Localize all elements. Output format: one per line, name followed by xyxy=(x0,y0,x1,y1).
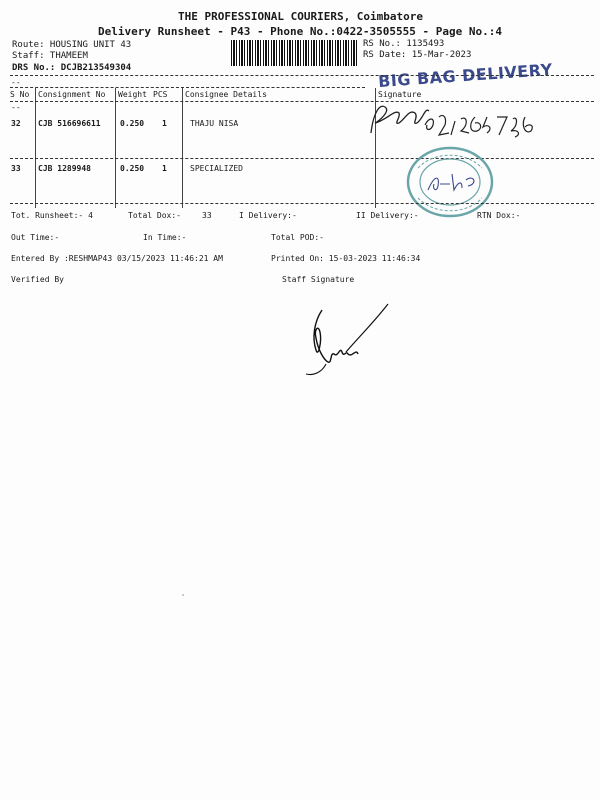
total-pod: Total POD:- xyxy=(271,233,324,242)
total-runsheet: Tot. Runsheet:- 4 xyxy=(11,211,93,220)
in-time: In Time:- xyxy=(143,233,187,242)
col-header-consignment: Consignment No xyxy=(38,90,106,99)
col-header-consignee: Consignee Details xyxy=(185,90,267,99)
divider xyxy=(10,87,365,88)
col-header-pcs: PCS xyxy=(153,90,168,99)
total-dox-label: Total Dox:- xyxy=(128,211,181,220)
runsheet-title: Delivery Runsheet - P43 - Phone No.:0422-3505555 - Page No.:4 xyxy=(98,25,502,38)
col-header-sno: S No xyxy=(10,90,30,99)
entered-by: Entered By :RESHMAP43 03/15/2023 11:46:21 AM xyxy=(11,254,223,263)
row1-handwritten-signature xyxy=(365,95,580,145)
big-bag-delivery-stamp: BIG BAG DELIVERY xyxy=(377,59,554,92)
divider xyxy=(10,75,594,76)
verified-by: Verified By xyxy=(11,275,64,284)
printed-on: Printed On: 15-03-2023 11:46:34 xyxy=(271,254,421,263)
company-seal-stamp xyxy=(404,144,496,220)
rs-number: RS No.: 1135493 xyxy=(363,39,445,49)
row2-weight: 0.250 xyxy=(120,164,145,173)
column-divider xyxy=(115,88,116,208)
col-header-weight: Weight xyxy=(118,90,147,99)
drs-number: DRS No.: DCJB213549304 xyxy=(12,63,132,73)
staff-signature xyxy=(300,302,392,382)
staff-signature-label: Staff Signature xyxy=(282,275,355,284)
col-header-signature: Signature xyxy=(378,90,422,99)
row-dashes: -- xyxy=(11,103,21,112)
row1-sno: 32 xyxy=(11,119,21,128)
rtn-dox: RTN Dox:- xyxy=(477,211,521,220)
divider xyxy=(10,203,594,204)
speck xyxy=(182,594,184,596)
i-delivery: I Delivery:- xyxy=(239,211,297,220)
row1-weight: 0.250 xyxy=(120,119,145,128)
staff-label: Staff: THAMEEM xyxy=(12,51,88,61)
column-divider xyxy=(182,88,183,208)
row1-consignment: CJB 516696611 xyxy=(38,119,101,128)
row2-consignment: CJB 1289948 xyxy=(38,164,91,173)
rs-date: RS Date: 15-Mar-2023 xyxy=(363,50,472,60)
header-dashes: -- xyxy=(11,78,21,87)
divider xyxy=(10,158,594,159)
column-divider xyxy=(35,88,36,208)
out-time: Out Time:- xyxy=(11,233,60,242)
row1-pcs: 1 xyxy=(162,119,167,128)
ii-delivery: II Delivery:- xyxy=(356,211,419,220)
row2-sno: 33 xyxy=(11,164,21,173)
company-name: THE PROFESSIONAL COURIERS, Coimbatore xyxy=(178,10,424,23)
barcode xyxy=(231,40,357,66)
row2-pcs: 1 xyxy=(162,164,167,173)
route-label: Route: HOUSING UNIT 43 xyxy=(12,40,132,50)
row2-consignee: SPECIALIZED xyxy=(190,164,243,173)
row1-consignee: THAJU NISA xyxy=(190,119,239,128)
total-dox-value: 33 xyxy=(202,211,212,220)
